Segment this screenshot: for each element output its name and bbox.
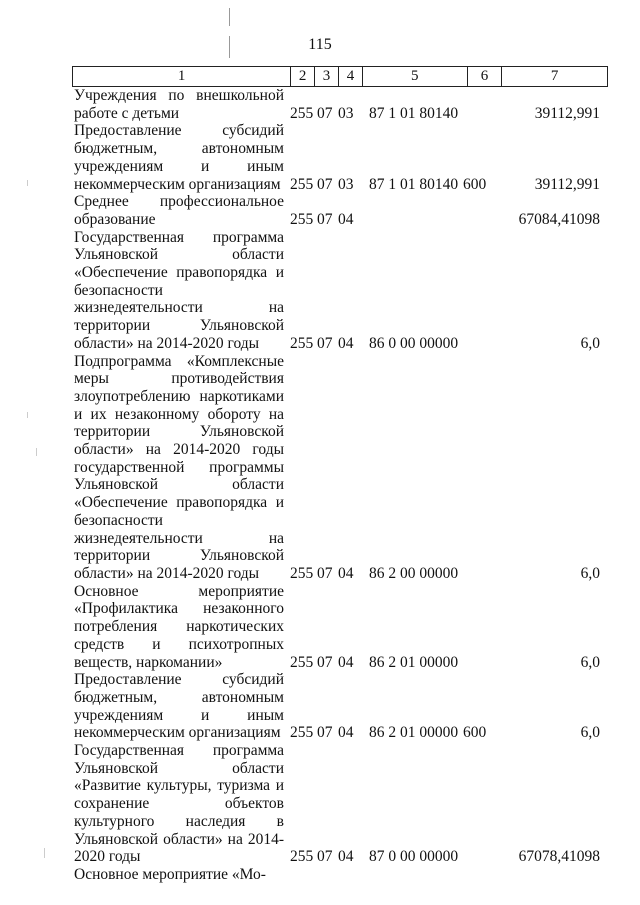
row-code-2: 255 xyxy=(290,210,314,228)
row-code-5: 86 0 00 00000 xyxy=(369,334,459,352)
row-code-2: 255 xyxy=(290,175,314,193)
row-name: Основное мероприятие «Мо- xyxy=(74,865,266,883)
row-code-5: 86 2 01 00000 xyxy=(369,653,459,671)
row-code-5: 86 2 01 00000 xyxy=(369,724,459,742)
row-code-2: 255 xyxy=(290,724,314,742)
scan-artifact xyxy=(229,36,230,58)
header-cell-1: 1 xyxy=(177,68,186,84)
row-amount: 6,0 xyxy=(580,653,600,671)
row-amount: 67078,41098 xyxy=(518,848,600,866)
row-name: Учреждения по внешкольной работе с детьми xyxy=(74,87,284,122)
row-code-4: 03 xyxy=(338,104,354,122)
header-cell-5: 5 xyxy=(362,67,467,86)
header-cell-3: 3 xyxy=(314,67,338,86)
row-code-4: 04 xyxy=(338,334,354,352)
table-header-row xyxy=(72,66,608,87)
row-code-6: 600 xyxy=(463,724,487,742)
row-amount: 6,0 xyxy=(580,724,600,742)
row-name: Предоставление субсидий бюджетным, автономным учреждениям и иным некоммерческим организациям xyxy=(74,122,284,193)
table-row xyxy=(72,353,608,583)
row-code-5: 86 2 00 00000 xyxy=(369,564,459,582)
row-code-4: 04 xyxy=(338,210,354,228)
header-cell-7: 7 xyxy=(501,67,607,86)
page-number: 115 xyxy=(308,36,332,53)
header-cell-2: 2 xyxy=(290,67,314,86)
row-code-2: 255 xyxy=(290,104,314,122)
row-code-3: 07 xyxy=(317,848,333,866)
row-name: Предоставление субсидий бюджетным, автономным учреждениям и иным некоммерческим организациям xyxy=(74,671,284,742)
row-amount: 39112,991 xyxy=(534,104,600,122)
table-row xyxy=(72,87,608,122)
scan-artifact xyxy=(229,8,230,26)
scan-artifact xyxy=(44,848,45,858)
row-name: Основное мероприятие «Профилактика незаконного потребления наркотических средств и психотропных веществ, наркомании» xyxy=(74,582,284,671)
row-code-2: 255 xyxy=(290,334,314,352)
row-code-5: 87 0 00 00000 xyxy=(369,848,459,866)
row-code-4: 04 xyxy=(338,848,354,866)
row-code-3: 07 xyxy=(317,104,333,122)
header-cell-6: 6 xyxy=(467,67,502,86)
row-name: Государственная программа Ульяновской области «Развитие культуры, туризма и сохранение объектов культурного наследия в Ульяновской области» на 2014-2020 годы xyxy=(74,742,284,866)
table-row xyxy=(72,866,608,884)
header-cell-4: 4 xyxy=(338,67,362,86)
row-name: Государственная программа Ульяновской области «Обеспечение правопорядка и безопасности жизнедеятельности на территории Ульяновской области» на 2014-2020 годы xyxy=(74,228,284,352)
row-amount: 6,0 xyxy=(580,564,600,582)
row-code-6: 600 xyxy=(463,175,487,193)
row-name: Среднее профессиональное образование xyxy=(74,193,284,228)
row-code-4: 04 xyxy=(338,724,354,742)
row-code-2: 255 xyxy=(290,653,314,671)
row-code-4: 04 xyxy=(338,653,354,671)
row-amount: 67084,41098 xyxy=(518,210,600,228)
row-code-3: 07 xyxy=(317,175,333,193)
scan-artifact xyxy=(27,180,28,186)
table-row xyxy=(72,671,608,742)
scan-artifact xyxy=(27,412,28,418)
scan-artifact xyxy=(36,448,37,456)
table-row xyxy=(72,583,608,672)
row-code-3: 07 xyxy=(317,724,333,742)
row-amount: 39112,991 xyxy=(534,175,600,193)
row-code-4: 04 xyxy=(338,564,354,582)
table-row xyxy=(72,122,608,193)
budget-table xyxy=(72,66,608,884)
row-code-2: 255 xyxy=(290,848,314,866)
row-code-3: 07 xyxy=(317,653,333,671)
row-code-5: 87 1 01 80140 xyxy=(369,104,459,122)
row-code-5: 87 1 01 80140 xyxy=(369,175,459,193)
row-code-2: 255 xyxy=(290,564,314,582)
table-row xyxy=(72,229,608,353)
row-code-3: 07 xyxy=(317,564,333,582)
row-code-4: 03 xyxy=(338,175,354,193)
table-row xyxy=(72,742,608,866)
row-name: Подпрограмма «Комплексные меры противодействия злоупотреблению наркотиками и их незаконному обороту на территории Ульяновской области» на 2014-2020 годы государственной программы Ульяновской области «Обеспечение правопорядка и безопасности жизнедеятельности на территории Ульяновской области» на 2014-2020 годы xyxy=(74,352,284,582)
row-code-3: 07 xyxy=(317,210,333,228)
row-amount: 6,0 xyxy=(580,334,600,352)
row-code-3: 07 xyxy=(317,334,333,352)
table-row xyxy=(72,193,608,228)
